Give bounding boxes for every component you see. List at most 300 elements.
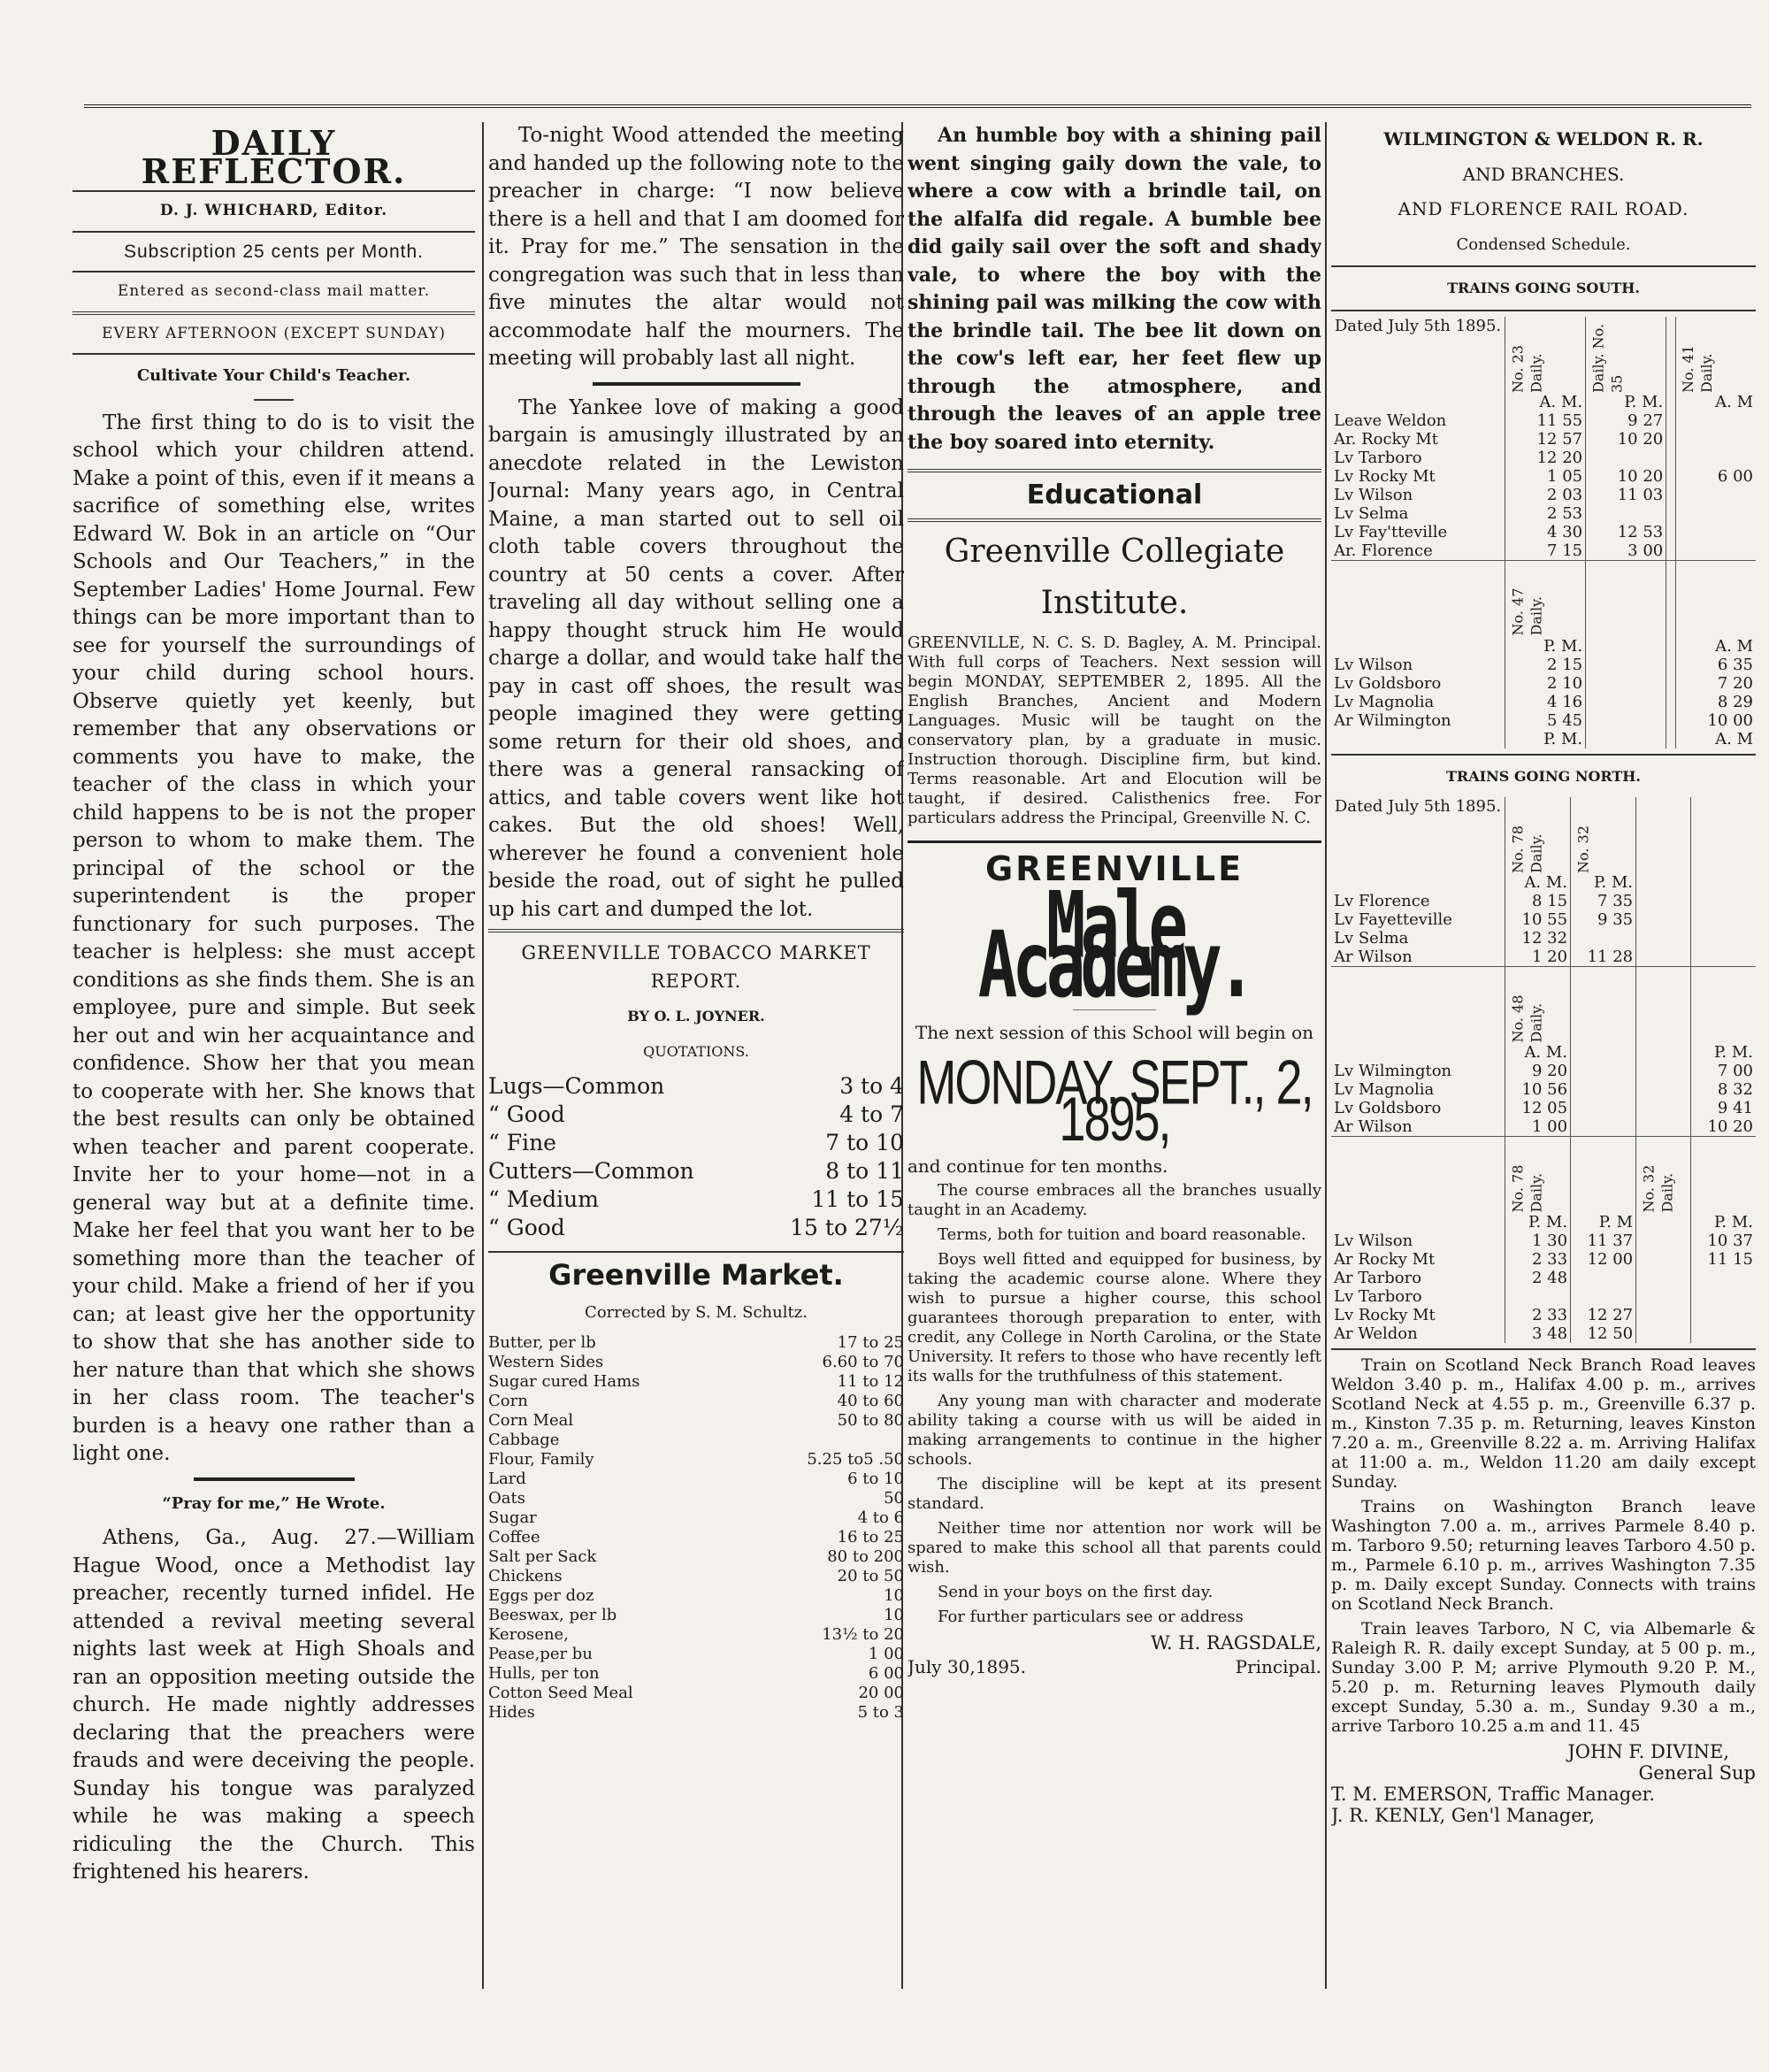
departure-time	[1636, 1043, 1691, 1062]
departure-time: 2 10	[1505, 674, 1586, 693]
departure-time: A. M	[1676, 393, 1756, 411]
column-1	[73, 122, 475, 1992]
departure-time	[1571, 1043, 1636, 1062]
departure-time	[1691, 948, 1756, 967]
departure-time	[1691, 873, 1756, 892]
timetable-row	[1331, 892, 1756, 910]
timetable-row	[1331, 411, 1756, 430]
column-3	[907, 122, 1321, 1992]
departure-time: 10 20	[1586, 430, 1666, 449]
station-name	[1331, 1043, 1505, 1062]
departure-time	[1586, 449, 1666, 467]
departure-time	[1571, 1117, 1636, 1137]
departure-time: A. M	[1676, 730, 1756, 748]
rail-title: AND FLORENCE RAIL ROAD.	[1398, 198, 1689, 219]
academy-text: Neither time nor attention nor work will be spared to make this school all that parents could wish.	[907, 1518, 1321, 1577]
market-price: 1 00	[868, 1645, 904, 1663]
timetable-row	[1331, 504, 1756, 523]
station-name: Lv Rocky Mt	[1334, 466, 1436, 486]
departure-time: 10 20	[1691, 1117, 1756, 1137]
departure-time	[1666, 656, 1676, 674]
timetable-row	[1331, 1232, 1756, 1250]
departure-time	[1676, 486, 1756, 504]
market-row	[488, 1547, 904, 1567]
tobacco-grade: Lugs—Common	[488, 1073, 665, 1099]
market-price: 10	[884, 1606, 904, 1624]
tobacco-grade: “ Fine	[488, 1130, 556, 1155]
academy-text: Boys well fitted and equipped for business, by taking the academic course alone. Where they wish to pursue a higher course, this school guarantees thorough preparation to enter, with credit, any College in North Carolina, or the State University. It refers to those who have recently left its walls for the truthfulness of this statement.	[907, 1249, 1321, 1385]
market-item: Kerosene,	[488, 1625, 569, 1644]
article-title: “Pray for me,” He Wrote.	[162, 1493, 386, 1513]
departure-time: P. M	[1571, 1213, 1636, 1232]
timetable-row	[1331, 393, 1756, 411]
timetable-row	[1331, 1043, 1756, 1062]
departure-time	[1666, 411, 1676, 430]
market-row	[488, 1664, 904, 1684]
departure-time	[1691, 929, 1756, 948]
market-item: Flour, Family	[488, 1450, 594, 1469]
editor-line: D. J. WHICHARD, Editor.	[159, 202, 388, 219]
tobacco-row	[488, 1186, 904, 1214]
departure-time: 11 28	[1571, 948, 1636, 967]
market-row	[488, 1431, 904, 1450]
departure-time	[1636, 929, 1691, 948]
academy-line2: Male Academy.	[977, 872, 1252, 1018]
article-title: Cultivate Your Child's Teacher.	[136, 366, 411, 385]
academy-signer-title: Principal.	[1235, 1655, 1321, 1677]
departure-time: 1 20	[1505, 948, 1571, 967]
departure-time	[1571, 1099, 1636, 1117]
market-row	[488, 1392, 904, 1411]
market-price: 6 to 10	[847, 1470, 904, 1488]
departure-time: 11 15	[1691, 1250, 1756, 1269]
academy-line1: GREENVILLE	[984, 848, 1244, 888]
station-name	[1331, 393, 1505, 411]
market-item: Corn	[488, 1392, 528, 1410]
rail-signer: JOHN F. DIVINE,	[1567, 1741, 1729, 1762]
departure-time	[1586, 674, 1666, 693]
timetable-row	[1331, 873, 1756, 892]
departure-time	[1666, 523, 1676, 541]
market-item: Beeswax, per lb	[488, 1606, 617, 1624]
timetable-row	[1331, 1099, 1756, 1117]
departure-time	[1676, 541, 1756, 561]
timetable-row	[1331, 637, 1756, 656]
departure-time	[1571, 1080, 1636, 1099]
market-price: 17 to 25	[837, 1333, 904, 1352]
departure-time	[1636, 1250, 1691, 1269]
departure-time: 11 03	[1586, 486, 1666, 504]
timetable-row	[1331, 1062, 1756, 1080]
market-row	[488, 1703, 904, 1723]
departure-time	[1676, 411, 1756, 430]
tobacco-grade: “ Good	[488, 1101, 565, 1127]
departure-time: 12 57	[1505, 430, 1586, 449]
academy-signer: W. H. RAGSDALE,	[1150, 1631, 1321, 1654]
top-rule	[84, 104, 1751, 108]
market-item: Lard	[488, 1470, 526, 1488]
market-item: Eggs per doz	[488, 1586, 594, 1605]
departure-time	[1691, 910, 1756, 929]
column-rule	[1325, 122, 1327, 1989]
departure-time	[1636, 1232, 1691, 1250]
timetable-row	[1331, 1269, 1756, 1287]
rail-note: Train on Scotland Neck Branch Road leaves Weldon 3.40 p. m., Halifax 4.00 p. m., arrives Scotland Neck at 4.55 p. m., Greenville 6.37 p. m., Kinston 7.35 p. m. Returning, leaves Kinston 7.20 a. m., Greenville 8.22 a. m. Arriving Halifax at 11:00 a. m., Weldon 11.20 am daily except Sunday.	[1331, 1355, 1756, 1492]
institute-name-1: Greenville Collegiate	[944, 533, 1285, 570]
tobacco-grade: “ Good	[488, 1215, 565, 1240]
market-price: 80 to 200	[827, 1547, 904, 1566]
market-row	[488, 1684, 904, 1703]
timetable-row	[1331, 693, 1756, 711]
departure-time	[1636, 1062, 1691, 1080]
market-row	[488, 1625, 904, 1645]
departure-time: P. M.	[1505, 730, 1586, 748]
station-name: Lv Wilson	[1334, 655, 1413, 674]
station-name: Lv Selma	[1334, 929, 1409, 948]
rail-signer: J. R. KENLY, Gen'l Manager,	[1331, 1805, 1596, 1826]
departure-time	[1636, 1099, 1691, 1117]
timetable-row	[1331, 711, 1756, 730]
institute-name-2: Institute.	[1040, 584, 1189, 621]
departure-time	[1666, 693, 1676, 711]
station-name: Lv Wilson	[1334, 485, 1413, 504]
timetable-row	[1331, 674, 1756, 693]
departure-time: P. M.	[1571, 873, 1636, 892]
departure-time	[1586, 637, 1666, 656]
departure-time	[1691, 1287, 1756, 1306]
tobacco-table	[488, 1072, 904, 1242]
station-name: Lv Fay'tteville	[1334, 522, 1448, 541]
market-price: 5 to 3	[857, 1703, 904, 1722]
departure-time	[1586, 693, 1666, 711]
station-name: Lv Tarboro	[1334, 448, 1422, 467]
departure-time: 4 30	[1505, 523, 1586, 541]
tobacco-grade: Cutters—Common	[488, 1158, 694, 1184]
departure-time	[1666, 730, 1676, 748]
departure-time	[1666, 711, 1676, 730]
departure-time	[1636, 1306, 1691, 1324]
educational-heading: Educational	[1026, 480, 1203, 510]
market-item: Butter, per lb	[488, 1333, 596, 1352]
timetable-row	[1331, 910, 1756, 929]
station-name: Lv Magnolia	[1334, 1080, 1435, 1099]
market-item: Sugar	[488, 1508, 537, 1527]
market-row	[488, 1489, 904, 1508]
departure-time: 2 03	[1505, 486, 1586, 504]
academy-intro: The next session of this School will begin on	[915, 1022, 1314, 1043]
tobacco-title: GREENVILLE TOBACCO MARKET REPORT.	[521, 942, 871, 992]
tobacco-row	[488, 1214, 904, 1242]
station-name: Ar Rocky Mt	[1334, 1250, 1436, 1269]
tobacco-row	[488, 1072, 904, 1101]
departure-time: 9 35	[1571, 910, 1636, 929]
timetable-row	[1331, 1250, 1756, 1269]
timetable-row	[1331, 486, 1756, 504]
timetable-row	[1331, 948, 1756, 967]
timetable-row	[1331, 730, 1756, 748]
departure-time: 4 16	[1505, 693, 1586, 711]
departure-time	[1676, 430, 1756, 449]
departure-time: P. M.	[1691, 1213, 1756, 1232]
tobacco-price: 4 to 7	[839, 1101, 904, 1127]
departure-time	[1636, 1213, 1691, 1232]
departure-time: 7 35	[1571, 892, 1636, 910]
departure-time	[1666, 449, 1676, 467]
tobacco-price: 8 to 11	[825, 1158, 904, 1184]
academy-text: For further particulars see or address	[938, 1607, 1244, 1626]
station-name: Ar Weldon	[1334, 1324, 1418, 1343]
station-name: Lv Fayetteville	[1334, 910, 1452, 929]
departure-time: 12 27	[1571, 1306, 1636, 1324]
departure-time: 12 53	[1586, 523, 1666, 541]
timetable-row	[1331, 656, 1756, 674]
departure-time: 2 33	[1505, 1306, 1571, 1324]
departure-time: 7 20	[1676, 674, 1756, 693]
market-item: Hides	[488, 1703, 535, 1722]
market-title: Greenville Market.	[548, 1258, 844, 1292]
market-row	[488, 1586, 904, 1606]
market-row	[488, 1567, 904, 1586]
departure-time	[1586, 504, 1666, 523]
station-name: Lv Goldsboro	[1334, 1099, 1442, 1117]
station-name: Ar Wilmington	[1334, 710, 1451, 730]
market-price: 11 to 12	[837, 1372, 904, 1391]
departure-time: 10 56	[1505, 1080, 1571, 1099]
timetable-north: Dated July 5th 1895. No. 78 Daily. No. 32 A. M. P. M. Lv Florence 8 15 7 35 Lv Fayetteville 10 55 9 35 Lv Selma 12 32 Ar Wilson 1 20 11 28 No. 48 Daily. A. M. P. M. Lv Wilmington 9 20 7 00 Lv Magnolia 10 56 8 32 Lv Goldsboro 12 05 9 41 Ar Wilson 1 00 10 20 No. 78 Daily. No. 32 Daily. P. M. P. M P. M. Lv Wilson 1 30 11 37 10 37 Ar Rocky Mt 2 33 12 00 11 15 Ar Tarboro 2 48 Lv Tarboro Lv Rocky Mt 2 33 12 27 Ar Weldon 3 48 12 50	[1331, 797, 1756, 1343]
market-row	[488, 1333, 904, 1353]
tobacco-row	[488, 1157, 904, 1186]
station-name: Lv Florence	[1334, 892, 1430, 910]
rail-title: Condensed Schedule.	[1456, 234, 1631, 254]
timetable-row	[1331, 1080, 1756, 1099]
station-name: Lv Goldsboro	[1334, 673, 1442, 693]
departure-time	[1666, 541, 1676, 561]
market-price: 40 to 60	[837, 1392, 904, 1410]
bee-story: An humble boy with a shining pail went singing gaily down the vale, to where a cow with a brindle tail, on the alfalfa did regale. A bumble bee did gaily sail over the soft and shady vale, to where the boy with the shining pail was milking the cow with the brindle tail. The bee lit down on the cow's left ear, her feet flew up through the atmosphere, and through the leaves of an apple tree the boy soared into eternity.	[907, 124, 1321, 454]
departure-time: P. M.	[1691, 1043, 1756, 1062]
market-item: Sugar cured Hams	[488, 1372, 640, 1391]
departure-time	[1636, 1117, 1691, 1137]
market-price: 6 00	[868, 1664, 904, 1683]
timetable-row	[1331, 467, 1756, 486]
market-item: Corn Meal	[488, 1411, 574, 1430]
departure-time: 12 50	[1571, 1324, 1636, 1343]
timetable-row	[1331, 430, 1756, 449]
rail-title: AND BRANCHES.	[1462, 163, 1625, 185]
departure-time: A. M.	[1505, 873, 1571, 892]
rail-note: Train leaves Tarboro, N C, via Albemarle & Raleigh R. R. daily except Sunday, at 5 00 p. m., Sunday 3.00 P. M; arrive Plymouth 9.20 P. M., 5.20 p. m. Returning leaves Plymouth daily except Sunday, 5.30 a. m., Sunday 9.30 a m., arrive Tarboro 10.25 a.m and 11. 45	[1331, 1619, 1756, 1736]
departure-time	[1666, 467, 1676, 486]
academy-text: and continue for ten months.	[907, 1155, 1168, 1177]
timetable-row	[1331, 1117, 1756, 1137]
rail-title: WILMINGTON & WELDON R. R.	[1383, 128, 1704, 150]
station-name: Lv Selma	[1334, 503, 1409, 523]
departure-time: A. M.	[1505, 1043, 1571, 1062]
article-body: The Yankee love of making a good bargain is amusingly illustrated by an anecdote related in the Lewiston Journal: Many years ago, in Central Maine, a man started out to sell oil cloth table covers throughout the country at 50 cents a cover. After traveling all day without selling one a happy thought struck him He would charge a dollar, and would take half the pay in cast off shoes, the result was people imagined they were getting some return for their old shoes, and there was a general ransacking of attics, and table covers went like hot cakes. But the old shoes! Well, wherever he found a convenient hole beside the road, out of sight he pulled up his cart and dumped the lot.	[488, 395, 904, 921]
departure-time	[1676, 504, 1756, 523]
departure-time	[1676, 523, 1756, 541]
academy-text: Send in your boys on the first day.	[938, 1582, 1214, 1601]
departure-time: 9 27	[1586, 411, 1666, 430]
rail-note: Trains on Washington Branch leave Washington 7.00 a. m., arrives Parmele 8.40 p. m. Tarboro 9.50; returning leaves Tarboro 4.50 p. m., Parmele 6.10 p. m., arrives Washington 7.35 p. m. Daily except Sunday. Connects with trains on Scotland Neck Branch.	[1331, 1497, 1756, 1614]
station-name: Ar Tarboro	[1334, 1269, 1422, 1287]
departure-time	[1505, 1287, 1571, 1306]
market-item: Western Sides	[488, 1353, 604, 1371]
departure-time: 2 33	[1505, 1250, 1571, 1269]
timetable-row	[1331, 541, 1756, 561]
departure-time	[1691, 1269, 1756, 1287]
departure-time	[1691, 1306, 1756, 1324]
departure-time	[1666, 486, 1676, 504]
departure-time: A. M.	[1505, 393, 1586, 411]
departure-time: 3 00	[1586, 541, 1666, 561]
departure-time: 10 37	[1691, 1232, 1756, 1250]
departure-time: 2 15	[1505, 656, 1586, 674]
station-name: Lv Wilmington	[1334, 1062, 1452, 1080]
market-item: Hulls, per ton	[488, 1664, 600, 1683]
market-item: Chickens	[488, 1567, 563, 1585]
market-row	[488, 1470, 904, 1489]
market-corrected: Corrected by S. M. Schultz.	[585, 1302, 808, 1322]
market-price: 6.60 to 70	[822, 1353, 904, 1371]
departure-time	[1666, 430, 1676, 449]
timetable-row	[1331, 1287, 1756, 1306]
south-heading: TRAINS GOING SOUTH.	[1447, 280, 1640, 296]
departure-time	[1586, 656, 1666, 674]
timetable-south: Dated July 5th 1895. No. 23 Daily. Daily. No. 35 No. 41 Daily. A. M. P. M. A. M Leave Weldon 11 55 9 27 Ar. Rocky Mt 12 57 10 20 Lv Tarboro 12 20 Lv Rocky Mt 1 05 10 20 6 00 Lv Wilson 2 03 11 03 Lv Selma 2 53 Lv Fay'tteville 4 30 12 53 Ar. Florence 7 15 3 00 No. 47 Daily. P. M. A. M Lv Wilson 2 15 6 35 Lv Goldsboro 2 10 7 20 Lv Magnolia 4 16 8 29 Ar Wilmington 5 45 10 00 P. M. A. M	[1331, 317, 1756, 748]
market-row	[488, 1508, 904, 1528]
departure-time	[1666, 637, 1676, 656]
academy-text: The discipline will be kept at its present standard.	[907, 1474, 1321, 1513]
market-row	[488, 1528, 904, 1547]
market-price: 20 00	[858, 1684, 904, 1702]
academy-text: Any young man with character and moderate ability taking a course with us will be aided in making arrangements to continue in the higher schools.	[907, 1391, 1321, 1469]
station-name: Ar. Florence	[1334, 541, 1433, 560]
departure-time	[1636, 873, 1691, 892]
market-item: Coffee	[488, 1528, 540, 1546]
departure-time	[1666, 674, 1676, 693]
tobacco-grade: “ Medium	[488, 1186, 599, 1212]
departure-time: 11 55	[1505, 411, 1586, 430]
departure-time	[1636, 1287, 1691, 1306]
departure-time: 12 20	[1505, 449, 1586, 467]
departure-time: 12 32	[1505, 929, 1571, 948]
departure-time: 10 00	[1676, 711, 1756, 730]
departure-time: 3 48	[1505, 1324, 1571, 1343]
market-item: Cotton Seed Meal	[488, 1684, 633, 1702]
station-name	[1331, 873, 1505, 892]
market-row	[488, 1606, 904, 1625]
north-heading: TRAINS GOING NORTH.	[1446, 767, 1641, 785]
departure-time	[1571, 929, 1636, 948]
tobacco-price: 3 to 4	[839, 1073, 904, 1099]
departure-time: 1 30	[1505, 1232, 1571, 1250]
column-2	[488, 122, 904, 1992]
departure-time	[1676, 449, 1756, 467]
station-name	[1331, 730, 1505, 748]
market-price: 20 to 50	[837, 1567, 904, 1585]
market-price: 10	[884, 1586, 904, 1605]
departure-time	[1636, 892, 1691, 910]
market-price: 5.25 to5 .50	[807, 1450, 904, 1469]
market-table	[488, 1333, 904, 1723]
departure-time: 5 45	[1505, 711, 1586, 730]
departure-time: 10 55	[1505, 910, 1571, 929]
market-row	[488, 1411, 904, 1431]
departure-time: 2 53	[1505, 504, 1586, 523]
departure-time: 7 00	[1691, 1062, 1756, 1080]
tobacco-row	[488, 1101, 904, 1129]
departure-time: P. M.	[1505, 1213, 1571, 1232]
market-item: Cabbage	[488, 1431, 560, 1449]
article-body: Athens, Ga., Aug. 27.—William Hague Wood, once a Methodist lay preacher, recently turned infidel. He attended a revival meeting several nights last week at High Shoals and ran an opposition meeting outside the church. He made nightly addresses declaring that the preachers were frauds and were deceiving the people. Sunday his tongue was paralyzed while he was making a speech ridiculing the the Church. This frightened his hearers.	[73, 1526, 475, 1884]
departure-time: 10 20	[1586, 467, 1666, 486]
station-name: Ar. Rocky Mt	[1334, 429, 1439, 449]
schedule-line: EVERY AFTERNOON (EXCEPT SUNDAY)	[101, 324, 446, 342]
station-name: Lv Rocky Mt	[1334, 1306, 1436, 1324]
timetable-row	[1331, 449, 1756, 467]
station-name: Ar Wilson	[1334, 1117, 1413, 1136]
departure-time	[1586, 711, 1666, 730]
market-row	[488, 1450, 904, 1470]
timetable-row	[1331, 1213, 1756, 1232]
departure-time: 12 05	[1505, 1099, 1571, 1117]
column-rule	[482, 122, 484, 1989]
station-name: Leave Weldon	[1334, 411, 1447, 430]
departure-time: A. M	[1676, 637, 1756, 656]
market-item: Oats	[488, 1489, 525, 1508]
tobacco-price: 7 to 10	[825, 1130, 904, 1155]
departure-time: 2 48	[1505, 1269, 1571, 1287]
masthead-title: DAILY REFLECTOR.	[141, 123, 407, 191]
timetable-row	[1331, 929, 1756, 948]
station-name	[1331, 1213, 1505, 1232]
departure-time: 8 32	[1691, 1080, 1756, 1099]
tobacco-by: BY O. L. JOYNER.	[627, 1008, 765, 1024]
market-row	[488, 1645, 904, 1664]
departure-time	[1571, 1062, 1636, 1080]
departure-time	[1636, 910, 1691, 929]
station-name: Lv Wilson	[1334, 1232, 1413, 1250]
station-name: Lv Magnolia	[1334, 692, 1435, 711]
tobacco-row	[488, 1129, 904, 1157]
institute-body: GREENVILLE, N. C. S. D. Bagley, A. M. Principal. With full corps of Teachers. Next session will begin MONDAY, SEPTEMBER 2, 1895. All the English Branches, Ancient and Modern Languages. Music will be taught on the conservatory plan, by a graduate in music. Instruction thorough. Discipline firm, but kind. Terms reasonable. Art and Elocution will be taught, if desired. Calisthenics free. For particulars address the Principal, Greenville N. C.	[907, 633, 1321, 827]
market-price: 4 to 6	[857, 1508, 904, 1527]
market-price: 16 to 25	[837, 1528, 904, 1546]
departure-time: 8 15	[1505, 892, 1571, 910]
entered-line: Entered as second-class mail matter.	[117, 282, 431, 300]
market-price: 50	[884, 1489, 904, 1508]
market-price: 13½ to 20	[822, 1625, 904, 1644]
timetable-row	[1331, 1306, 1756, 1324]
subscription-line: Subscription 25 cents per Month.	[123, 241, 424, 262]
departure-time: P. M.	[1586, 393, 1666, 411]
article-body: To-night Wood attended the meeting and handed up the following note to the preacher in charge: “I now believe there is a hell and that I am doomed for it. Pray for me.” The sensation in the congregation was such that in less than five minutes the altar would not accommodate half the mourners. The meeting will probably last all night.	[488, 124, 904, 370]
departure-time	[1636, 1269, 1691, 1287]
market-item: Salt per Sack	[488, 1547, 597, 1566]
departure-time: 7 15	[1505, 541, 1586, 561]
departure-time	[1636, 1080, 1691, 1099]
academy-date: MONDAY, SEPT., 2, 1895,	[916, 1048, 1313, 1154]
departure-time: 11 37	[1571, 1232, 1636, 1250]
tobacco-quotations: QUOTATIONS.	[643, 1042, 749, 1060]
departure-time	[1571, 1287, 1636, 1306]
departure-time: 9 41	[1691, 1099, 1756, 1117]
timetable-row	[1331, 1324, 1756, 1343]
departure-time	[1586, 730, 1666, 748]
departure-time	[1691, 892, 1756, 910]
departure-time	[1666, 393, 1676, 411]
